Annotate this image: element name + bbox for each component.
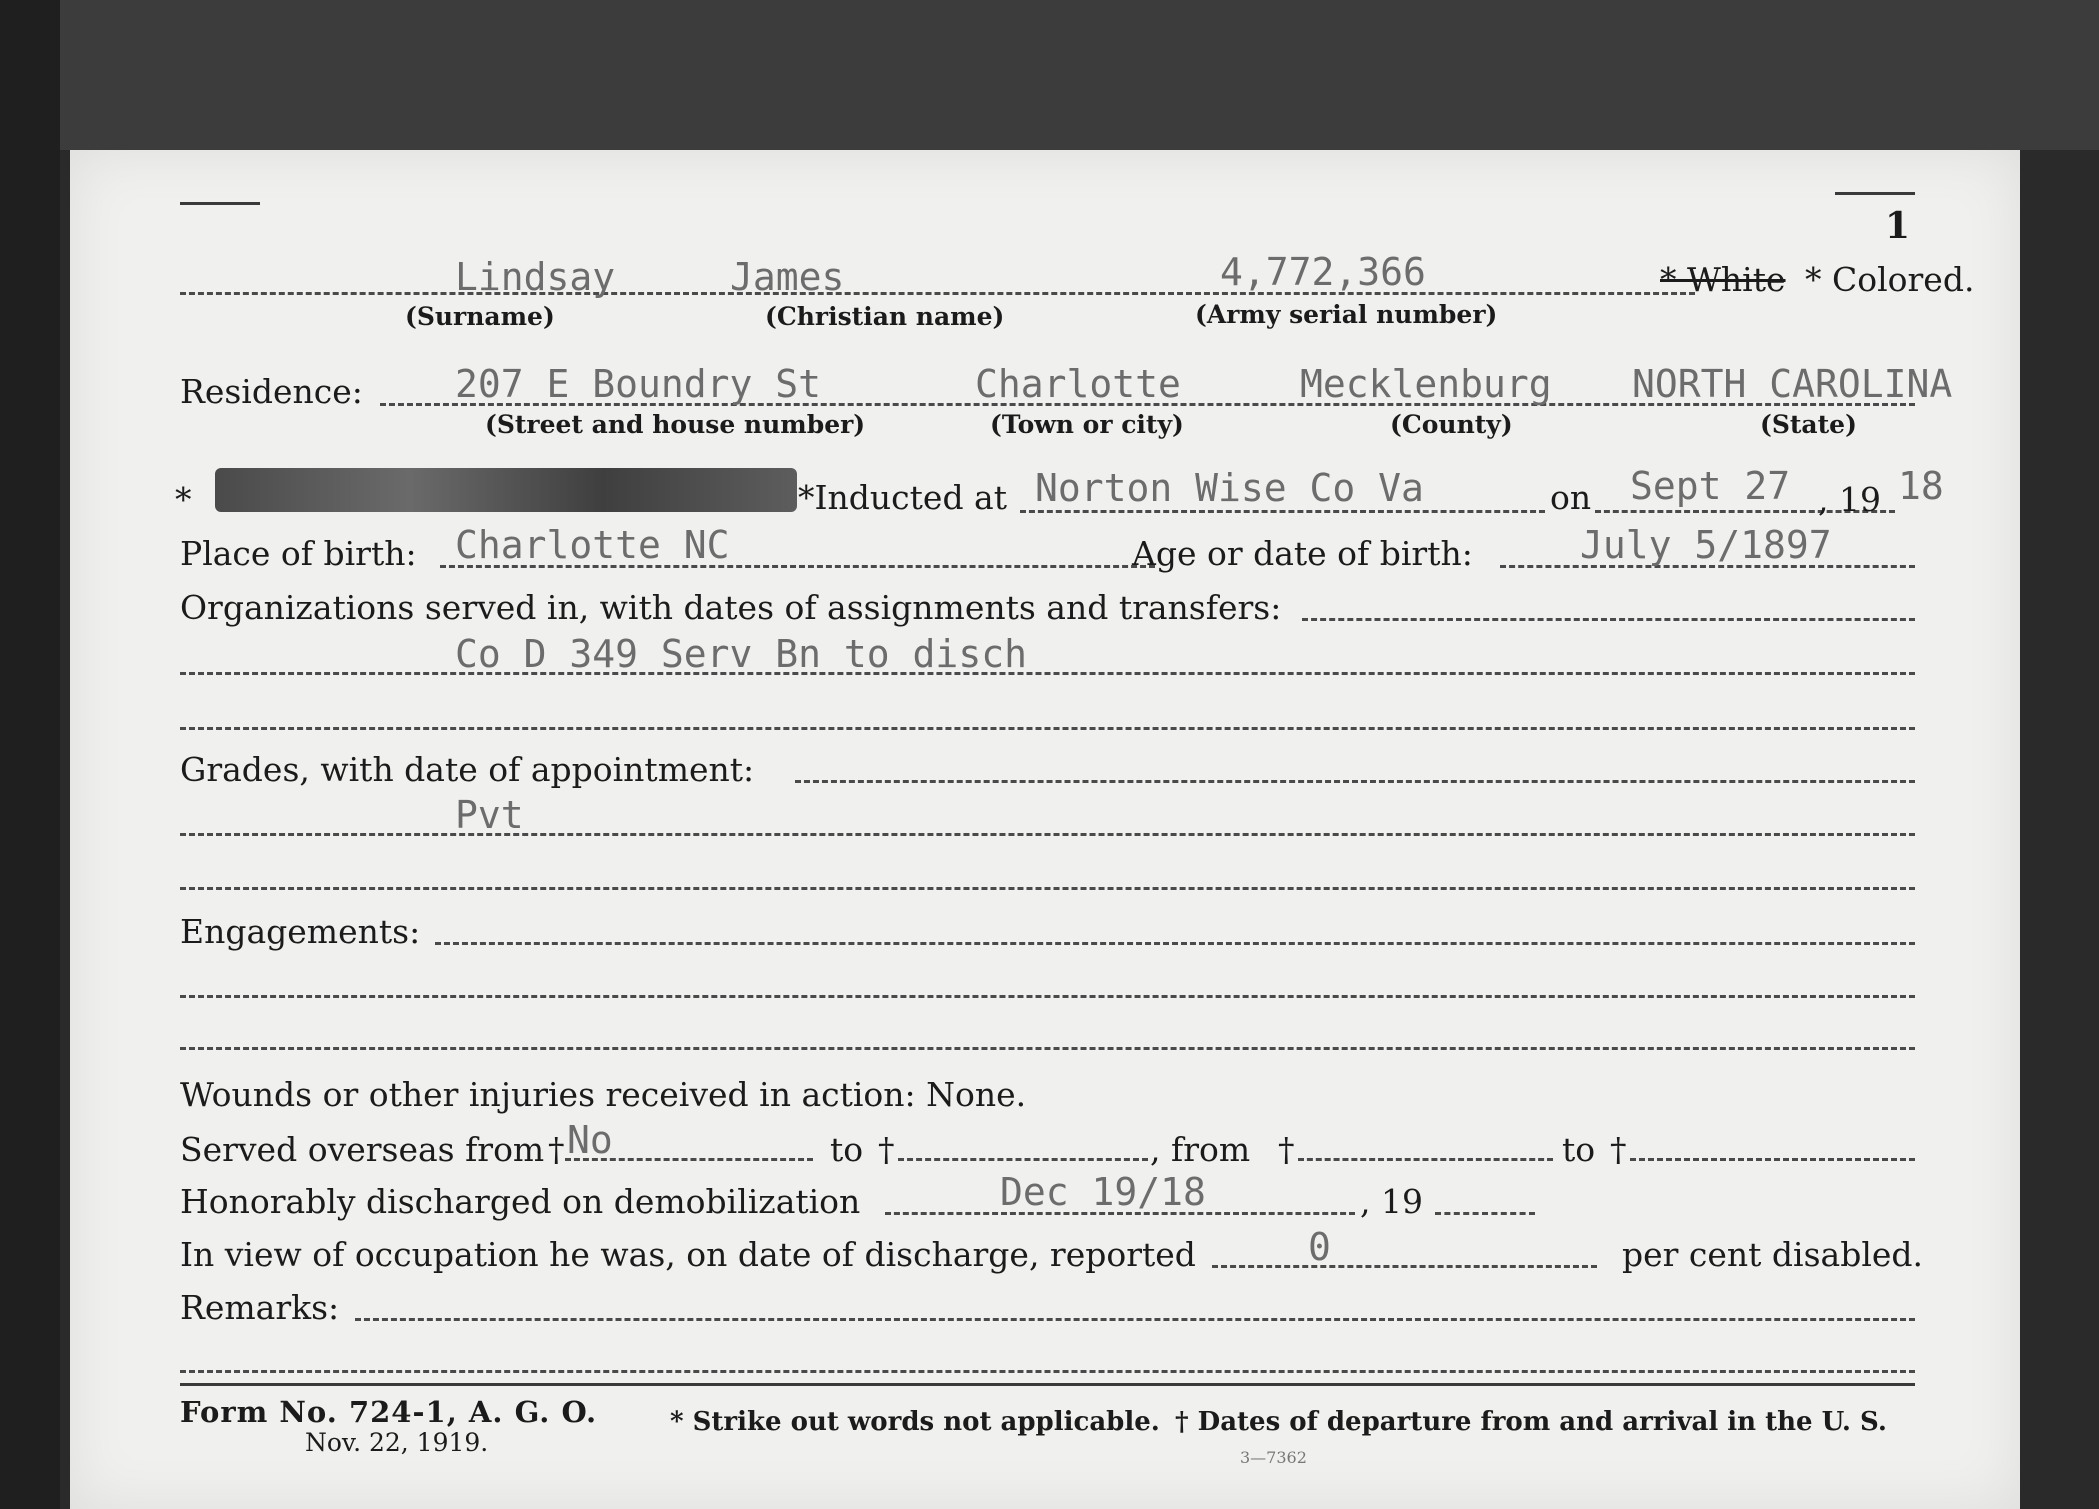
footer-rule — [180, 1383, 1915, 1386]
scan-background-top — [0, 0, 2099, 150]
surname-caption: (Surname) — [405, 302, 555, 331]
overseas-to-line-2 — [1630, 1158, 1915, 1161]
inducted-label: *Inducted at — [798, 478, 1007, 517]
strike-note: * Strike out words not applicable. — [670, 1407, 1160, 1437]
overseas-to-label-2: to — [1562, 1130, 1596, 1169]
overseas-value: No — [567, 1118, 613, 1162]
surname-value: Lindsay — [455, 255, 616, 299]
enlisted-star: * — [175, 480, 192, 519]
inducted-place-line — [1020, 510, 1545, 513]
discharge-year-line — [1435, 1212, 1535, 1215]
town-value: Charlotte — [975, 362, 1181, 406]
redacted-enlistment-options — [215, 468, 797, 512]
serial-number-value: 4,772,366 — [1220, 250, 1426, 294]
grades-line-1 — [795, 780, 1915, 783]
print-code: 3—7362 — [1240, 1448, 1307, 1467]
remarks-label: Remarks: — [180, 1288, 340, 1327]
overseas-dagger-1: † — [548, 1130, 565, 1169]
overseas-to-label: to — [830, 1130, 864, 1169]
organizations-line-1 — [1302, 618, 1915, 621]
organizations-line-3 — [180, 727, 1915, 730]
corner-rule-left — [180, 202, 260, 205]
discharge-label: Honorably discharged on demobilization — [180, 1182, 861, 1221]
organizations-line-2 — [180, 672, 1915, 675]
discharge-year-label: , 19 — [1360, 1182, 1423, 1221]
remarks-line-2 — [180, 1370, 1915, 1373]
on-label: on — [1550, 478, 1592, 517]
inducted-place-value: Norton Wise Co Va — [1035, 466, 1424, 510]
corner-rule-right — [1835, 192, 1915, 195]
name-line — [180, 292, 1695, 295]
disability-value: 0 — [1308, 1225, 1331, 1269]
engagements-label: Engagements: — [180, 912, 421, 951]
grades-label: Grades, with date of appointment: — [180, 750, 755, 789]
discharge-date-value: Dec 19/18 — [1000, 1170, 1206, 1214]
place-of-birth-label: Place of birth: — [180, 534, 417, 573]
disability-label: In view of occupation he was, on date of discharge, reported — [180, 1235, 1196, 1274]
wounds-text: Wounds or other injuries received in action: None. — [180, 1075, 1027, 1114]
overseas-dagger-3: † — [1278, 1130, 1295, 1169]
street-value: 207 E Boundry St — [455, 362, 822, 406]
organizations-value: Co D 349 Serv Bn to disch — [455, 632, 1027, 676]
grades-line-3 — [180, 887, 1915, 890]
scan-background-left — [0, 0, 60, 1509]
form-date: Nov. 22, 1919. — [305, 1428, 489, 1457]
overseas-dagger-2: † — [878, 1130, 895, 1169]
place-of-birth-value: Charlotte NC — [455, 523, 730, 567]
date-of-birth-value: July 5/1897 — [1580, 523, 1832, 567]
street-caption: (Street and house number) — [485, 410, 866, 439]
dates-note: † Dates of departure from and arrival in the U. S. — [1175, 1407, 1887, 1437]
county-value: Mecklenburg — [1300, 362, 1552, 406]
state-value: NORTH CAROLINA — [1632, 362, 1953, 406]
town-caption: (Town or city) — [990, 410, 1184, 439]
disability-suffix: per cent disabled. — [1622, 1235, 1924, 1274]
organizations-label: Organizations served in, with dates of assignments and transfers: — [180, 588, 1282, 627]
overseas-label: Served overseas from — [180, 1130, 545, 1169]
christian-name-caption: (Christian name) — [765, 302, 1005, 331]
overseas-to-line — [898, 1158, 1148, 1161]
colored-label: * Colored. — [1805, 260, 1975, 299]
serial-number-caption: (Army serial number) — [1195, 300, 1498, 329]
service-record-card — [70, 150, 2020, 1509]
induction-year-value: 18 — [1898, 464, 1944, 508]
induction-year-prefix: , 19 — [1818, 480, 1881, 519]
grades-line-2 — [180, 833, 1915, 836]
induction-date-value: Sept 27 — [1630, 464, 1791, 508]
form-number: Form No. 724-1, A. G. O. — [180, 1395, 598, 1429]
grades-value: Pvt — [455, 793, 524, 837]
christian-name-value: James — [730, 255, 845, 299]
white-label: * White — [1660, 260, 1786, 299]
state-caption: (State) — [1760, 410, 1857, 439]
age-label: Age or date of birth: — [1132, 534, 1473, 573]
engagements-line-3 — [180, 1047, 1915, 1050]
overseas-dagger-4: † — [1610, 1130, 1627, 1169]
disability-line — [1212, 1265, 1597, 1268]
overseas-from-line-2 — [1298, 1158, 1553, 1161]
residence-label: Residence: — [180, 372, 363, 411]
page-number: 1 — [1885, 205, 1911, 247]
engagements-line-1 — [435, 942, 1915, 945]
engagements-line-2 — [180, 995, 1915, 998]
remarks-line-1 — [355, 1318, 1915, 1321]
county-caption: (County) — [1390, 410, 1513, 439]
overseas-from-label: , from — [1150, 1130, 1251, 1169]
